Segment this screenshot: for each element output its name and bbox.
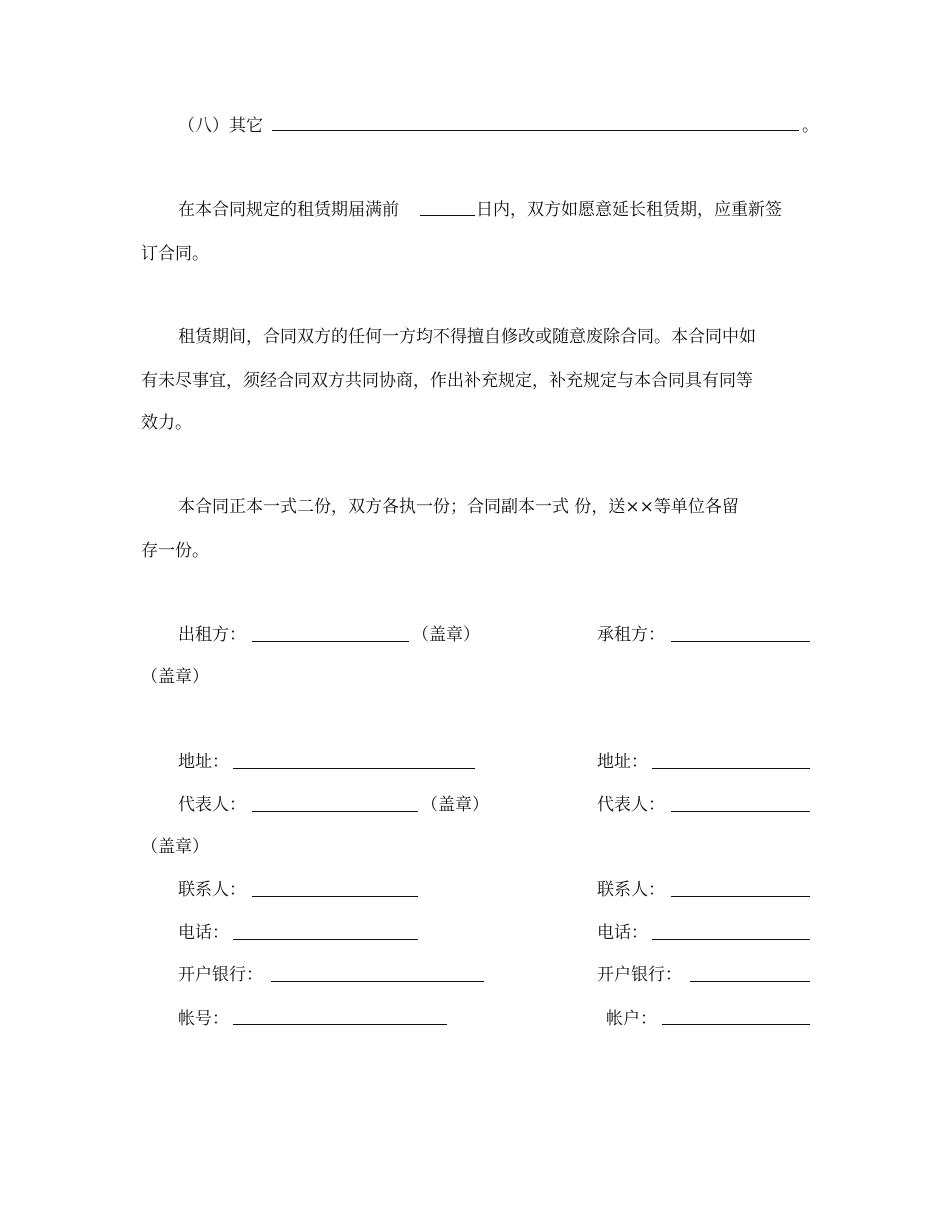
lessor-contact-blank[interactable] bbox=[252, 896, 418, 897]
lessor-phone-blank[interactable] bbox=[233, 939, 418, 940]
lessor-contact-label: 联系人： bbox=[178, 880, 246, 900]
renewal-days-blank[interactable] bbox=[420, 215, 475, 216]
lessor-blank[interactable] bbox=[252, 641, 409, 642]
lessee-contact-label: 联系人： bbox=[597, 880, 665, 900]
lessee-account-label: 帐户： bbox=[606, 1009, 657, 1029]
renewal-line-1-post: 日内，双方如愿意延长租赁期，应重新签 bbox=[476, 200, 782, 220]
clause-8-blank[interactable] bbox=[272, 130, 799, 131]
lessee-contact-blank[interactable] bbox=[671, 896, 810, 897]
lessor-representative-seal: （盖章） bbox=[421, 795, 489, 815]
lessee-address-blank[interactable] bbox=[652, 768, 810, 769]
lessor-bank-label: 开户银行： bbox=[178, 965, 263, 985]
lessee-representative-label: 代表人： bbox=[597, 795, 665, 815]
lessee-blank[interactable] bbox=[671, 641, 810, 642]
lessee-bank-label: 开户银行： bbox=[597, 965, 682, 985]
lessee-representative-blank[interactable] bbox=[671, 811, 810, 812]
lessor-representative-label: 代表人： bbox=[178, 795, 246, 815]
lessee-representative-seal: （盖章） bbox=[141, 837, 209, 857]
modification-line-1: 租赁期间，合同双方的任何一方均不得擅自修改或随意废除合同。本合同中如 bbox=[178, 327, 756, 347]
modification-line-3: 效力。 bbox=[141, 413, 192, 433]
lessor-account-blank[interactable] bbox=[233, 1024, 447, 1025]
modification-line-2: 有未尽事宜，须经合同双方共同协商，作出补充规定，补充规定与本合同具有同等 bbox=[141, 371, 753, 391]
lessee-phone-blank[interactable] bbox=[652, 939, 810, 940]
clause-8-label: （八）其它 bbox=[178, 116, 263, 136]
renewal-line-2: 订合同。 bbox=[141, 244, 209, 264]
lessee-seal: （盖章） bbox=[141, 667, 209, 687]
lessor-address-blank[interactable] bbox=[233, 768, 475, 769]
lessor-label: 出租方： bbox=[178, 625, 246, 645]
copies-line-1: 本合同正本一式二份，双方各执一份；合同副本一式 份，送××等单位各留 bbox=[178, 497, 739, 517]
clause-8-end: 。 bbox=[802, 116, 819, 136]
lessor-address-label: 地址： bbox=[178, 752, 229, 772]
lessee-bank-blank[interactable] bbox=[690, 981, 810, 982]
renewal-line-1-pre: 在本合同规定的租赁期届满前 bbox=[178, 200, 399, 220]
lessor-phone-label: 电话： bbox=[178, 923, 229, 943]
lessor-representative-blank[interactable] bbox=[252, 811, 418, 812]
lessor-account-label: 帐号： bbox=[178, 1009, 229, 1029]
lessor-seal: （盖章） bbox=[412, 625, 480, 645]
lessee-phone-label: 电话： bbox=[597, 923, 648, 943]
lessee-label: 承租方： bbox=[597, 625, 665, 645]
copies-line-2: 存一份。 bbox=[141, 541, 209, 561]
lessee-account-blank[interactable] bbox=[662, 1024, 810, 1025]
lessee-address-label: 地址： bbox=[597, 752, 648, 772]
lessor-bank-blank[interactable] bbox=[271, 981, 484, 982]
